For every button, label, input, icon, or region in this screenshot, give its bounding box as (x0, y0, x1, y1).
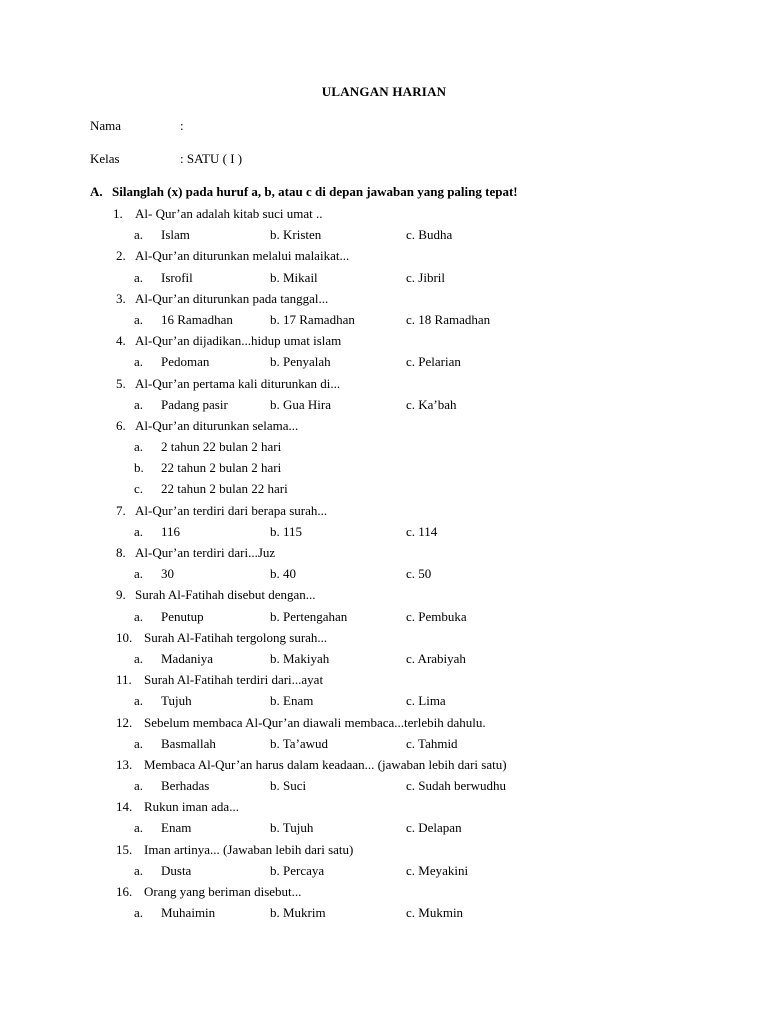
answer-option (0, 439, 768, 460)
option-text: 2 tahun 22 bulan 2 hari (161, 439, 282, 455)
answer-options (0, 778, 768, 799)
question-text: Membaca Al-Qur’an harus dalam keadaan... (jawaban lebih dari satu) (144, 756, 507, 772)
answer-options (0, 609, 768, 630)
answer-options (0, 524, 768, 545)
option-a-label: a. (134, 693, 144, 709)
answer-option (0, 460, 768, 481)
option-a: Padang pasir (161, 396, 228, 412)
question-row (0, 248, 768, 269)
question-row (0, 630, 768, 651)
question-number: 13. (116, 756, 133, 772)
option-a: 116 (161, 523, 181, 539)
option-b: b. 17 Ramadhan (270, 311, 355, 327)
option-text: 22 tahun 2 bulan 22 hari (161, 481, 288, 497)
option-b: b. 40 (270, 566, 296, 582)
section-letter: A. (90, 184, 103, 199)
question-row (0, 757, 768, 778)
question-number: 1. (113, 206, 123, 221)
question-text: Al- Qur’an adalah kitab suci umat .. (135, 206, 323, 221)
option-a-label: a. (134, 735, 144, 751)
option-a: Isrofil (161, 269, 193, 285)
answer-options (0, 693, 768, 714)
question-row (0, 545, 768, 566)
question-text: Orang yang beriman disebut... (144, 884, 302, 899)
option-b: b. Pertengahan (270, 608, 348, 624)
option-a: Enam (161, 820, 192, 836)
section-heading (90, 184, 518, 200)
question-row (0, 376, 768, 397)
question-text: Surah Al-Fatihah tergolong surah... (144, 629, 328, 645)
answer-options (0, 397, 768, 418)
option-a: Islam (161, 227, 190, 243)
question-row (0, 587, 768, 608)
option-c: c. Ka’bah (406, 396, 457, 412)
answer-options (0, 651, 768, 672)
question-text: Al-Qur’an terdiri dari...Juz (135, 545, 276, 560)
question-number: 14. (116, 799, 133, 815)
option-b: b. Kristen (270, 227, 322, 243)
question-text: Iman artinya... (Jawaban lebih dari satu) (144, 841, 354, 857)
question-number: 4. (116, 333, 126, 349)
answer-options (0, 566, 768, 587)
option-a: Penutup (161, 608, 204, 624)
answer-options (0, 863, 768, 884)
option-c: c. Mukmin (406, 905, 464, 921)
question-text: Al-Qur’an diturunkan selama... (135, 417, 299, 433)
option-a-label: a. (134, 905, 144, 921)
option-a: Basmallah (161, 735, 216, 751)
option-c: c. 114 (406, 523, 438, 539)
option-c: c. 50 (406, 566, 432, 582)
question-number: 7. (116, 502, 126, 518)
option-c: c. Pelarian (406, 354, 461, 370)
section-instruction: Silanglah (x) pada huruf a, b, atau c di depan jawaban yang paling tepat! (112, 184, 518, 199)
answer-options (0, 227, 768, 248)
option-a-label: a. (134, 396, 144, 412)
question-row (0, 715, 768, 736)
option-c: c. Tahmid (406, 735, 458, 751)
option-c: c. Delapan (406, 820, 462, 836)
option-b: b. Penyalah (270, 354, 331, 370)
question-number: 15. (116, 841, 133, 857)
option-a-label: a. (134, 566, 144, 582)
option-a: Muhaimin (161, 905, 216, 921)
option-a: Tujuh (161, 693, 192, 709)
option-b: b. Percaya (270, 862, 325, 878)
option-b: b. Enam (270, 693, 314, 709)
option-b: b. Ta’awud (270, 735, 329, 751)
option-label: a. (134, 439, 144, 455)
question-row (0, 842, 768, 863)
answer-options (0, 905, 768, 926)
page-title: ULANGAN HARIAN (321, 84, 447, 99)
option-a-label: a. (134, 778, 144, 794)
question-row (0, 672, 768, 693)
option-c: c. Sudah berwudhu (406, 778, 507, 794)
option-a-label: a. (134, 862, 144, 878)
option-a: 16 Ramadhan (161, 311, 233, 327)
option-label: c. (134, 481, 144, 497)
option-c: c. Pembuka (406, 608, 467, 624)
option-b: b. Makiyah (270, 650, 330, 666)
question-text: Al-Qur’an dijadikan...hidup umat islam (135, 333, 342, 349)
name-value: : (180, 118, 184, 133)
question-row (0, 799, 768, 820)
option-b: b. Suci (270, 778, 307, 794)
question-number: 10. (116, 629, 133, 645)
question-row (0, 503, 768, 524)
option-a-label: a. (134, 820, 144, 836)
option-a: Dusta (161, 862, 192, 878)
answer-options (0, 312, 768, 333)
option-a-label: a. (134, 269, 144, 285)
question-row (0, 206, 768, 227)
question-row (0, 333, 768, 354)
option-text: 22 tahun 2 bulan 2 hari (161, 460, 282, 476)
question-number: 12. (116, 714, 133, 730)
question-number: 9. (116, 587, 126, 603)
name-label: Nama (90, 118, 122, 133)
option-a-label: a. (134, 227, 144, 243)
option-c: c. Arabiyah (406, 650, 466, 666)
option-a: Madaniya (161, 650, 213, 666)
answer-options (0, 736, 768, 757)
option-c: c. Jibril (406, 269, 445, 285)
option-c: c. Meyakini (406, 862, 469, 878)
question-number: 2. (116, 248, 126, 264)
question-row (0, 291, 768, 312)
option-c: c. Budha (406, 227, 453, 243)
question-text: Sebelum membaca Al-Qur’an diawali membaca...terlebih dahulu. (144, 714, 486, 730)
option-c: c. 18 Ramadhan (406, 311, 491, 327)
option-b: b. Gua Hira (270, 396, 332, 412)
question-row (0, 884, 768, 905)
question-list (0, 206, 768, 926)
question-text: Al-Qur’an terdiri dari berapa surah... (135, 502, 328, 518)
option-a-label: a. (134, 523, 144, 539)
question-number: 16. (116, 884, 133, 899)
question-number: 3. (116, 290, 126, 306)
question-number: 6. (116, 417, 126, 433)
option-a: 30 (161, 566, 174, 582)
question-text: Rukun iman ada... (144, 799, 239, 815)
option-a-label: a. (134, 608, 144, 624)
question-number: 8. (116, 545, 126, 560)
question-row (0, 418, 768, 439)
option-a: Pedoman (161, 354, 210, 370)
option-b: b. Tujuh (270, 820, 314, 836)
question-number: 5. (116, 375, 126, 391)
question-number: 11. (116, 672, 132, 688)
option-a-label: a. (134, 354, 144, 370)
answer-options (0, 354, 768, 375)
question-text: Al-Qur’an pertama kali diturunkan di... (135, 375, 341, 391)
class-value: : SATU ( I ) (180, 151, 243, 166)
option-b: b. 115 (270, 523, 303, 539)
question-text: Al-Qur’an diturunkan pada tanggal... (135, 290, 329, 306)
option-a-label: a. (134, 311, 144, 327)
answer-option (0, 481, 768, 502)
question-text: Surah Al-Fatihah terdiri dari...ayat (144, 672, 324, 688)
question-text: Surah Al-Fatihah disebut dengan... (135, 587, 316, 603)
class-label: Kelas (90, 151, 120, 166)
option-b: b. Mukrim (270, 905, 326, 921)
option-b: b. Mikail (270, 269, 318, 285)
option-label: b. (134, 460, 144, 476)
answer-options (0, 270, 768, 291)
question-text: Al-Qur’an diturunkan melalui malaikat... (135, 248, 350, 264)
option-c: c. Lima (406, 693, 446, 709)
option-a-label: a. (134, 650, 144, 666)
option-a: Berhadas (161, 778, 210, 794)
answer-options (0, 820, 768, 841)
